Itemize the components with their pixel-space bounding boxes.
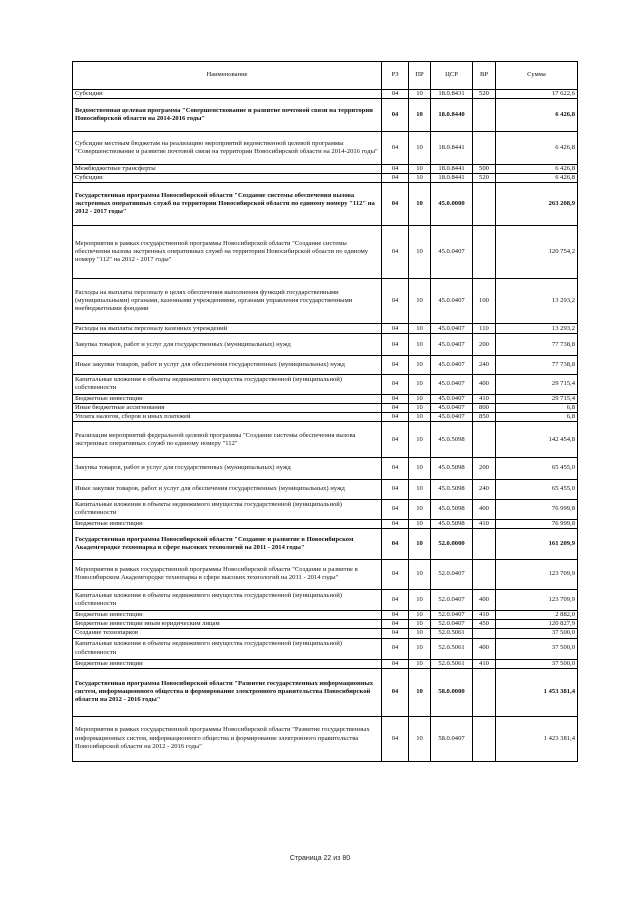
- cell-rz: 04: [382, 183, 409, 226]
- table-row: [73, 499, 578, 519]
- cell-csr: 45.0.0407: [431, 324, 473, 334]
- header-csr: ЦСР: [431, 62, 473, 90]
- cell-rz: 04: [382, 99, 409, 132]
- cell-csr: 45.0.0407: [431, 226, 473, 279]
- table-row: [73, 403, 578, 412]
- cell-sum: 6,8: [496, 403, 578, 412]
- cell-rz: 04: [382, 479, 409, 499]
- cell-name: Субсидии: [73, 173, 382, 182]
- cell-name: Государственная программа Новосибирской области "Создание и развитие в Новосибирском Академгородке технопарка в сфере высоких технологий на 2011 - 2014 годы": [73, 528, 382, 559]
- cell-csr: 45.0.0000: [431, 183, 473, 226]
- table-row: [73, 458, 578, 480]
- cell-name: Капитальные вложения в объекты недвижимого имущества государственной (муниципальной) собственности: [73, 374, 382, 394]
- cell-csr: 52.0.0000: [431, 528, 473, 559]
- cell-vr: 410: [473, 519, 496, 528]
- cell-csr: 58.0.0407: [431, 716, 473, 761]
- cell-rz: 04: [382, 279, 409, 324]
- cell-name: Закупка товаров, работ и услуг для государственных (муниципальных) нужд: [73, 334, 382, 356]
- cell-sum: 17 622,6: [496, 90, 578, 99]
- cell-vr: 200: [473, 458, 496, 480]
- cell-rz: 04: [382, 90, 409, 99]
- cell-csr: 18.0.8431: [431, 90, 473, 99]
- table-row: [73, 132, 578, 165]
- cell-sum: 77 738,8: [496, 334, 578, 356]
- table-row: [73, 559, 578, 589]
- table-row: [73, 183, 578, 226]
- cell-name: Мероприятия в рамках государственной программы Новосибирской области "Создание и развитие в Новосибирском Академгородке технопарка в сфере высоких технологий на 2011 - 2014 годы": [73, 559, 382, 589]
- cell-csr: 45.0.0407: [431, 394, 473, 403]
- cell-sum: 123 709,9: [496, 589, 578, 610]
- cell-vr: [473, 528, 496, 559]
- cell-rz: 04: [382, 499, 409, 519]
- cell-rz: 04: [382, 356, 409, 375]
- cell-vr: 410: [473, 659, 496, 668]
- header-pr: ПР: [409, 62, 431, 90]
- cell-sum: 6 426,8: [496, 132, 578, 165]
- cell-rz: 04: [382, 422, 409, 458]
- cell-vr: [473, 183, 496, 226]
- table-row: [73, 334, 578, 356]
- cell-name: Бюджетные инвестиции: [73, 519, 382, 528]
- cell-pr: 10: [409, 334, 431, 356]
- cell-sum: 123 709,9: [496, 559, 578, 589]
- cell-vr: 400: [473, 499, 496, 519]
- cell-name: Иные закупки товаров, работ и услуг для обеспечения государственных (муниципальных) нужд: [73, 479, 382, 499]
- cell-sum: 29 715,4: [496, 394, 578, 403]
- table-row: [73, 716, 578, 761]
- cell-rz: 04: [382, 173, 409, 182]
- cell-name: Межбюджетные трансферты: [73, 164, 382, 173]
- cell-sum: 37 500,0: [496, 659, 578, 668]
- table-row: [73, 324, 578, 334]
- cell-csr: 18.0.8441: [431, 132, 473, 165]
- cell-name: Субсидии местным бюджетам на реализацию мероприятий ведомственной целевой программы "Совершенствование и развитие почтовой связи на территории Новосибирской области на 2014-2016 годы": [73, 132, 382, 165]
- cell-csr: 45.0.0407: [431, 374, 473, 394]
- cell-pr: 10: [409, 132, 431, 165]
- cell-csr: 52.0.5061: [431, 629, 473, 638]
- cell-sum: 263 208,9: [496, 183, 578, 226]
- cell-pr: 10: [409, 226, 431, 279]
- table-body: [73, 90, 578, 762]
- cell-pr: 10: [409, 638, 431, 659]
- cell-vr: 800: [473, 403, 496, 412]
- cell-sum: 6 426,8: [496, 173, 578, 182]
- table-row: [73, 413, 578, 422]
- table-row: [73, 226, 578, 279]
- table-row: [73, 610, 578, 619]
- cell-pr: 10: [409, 413, 431, 422]
- cell-name: Бюджетные инвестиции иным юридическим лицам: [73, 620, 382, 629]
- cell-rz: 04: [382, 458, 409, 480]
- cell-pr: 10: [409, 629, 431, 638]
- cell-pr: 10: [409, 528, 431, 559]
- cell-pr: 10: [409, 659, 431, 668]
- cell-sum: 161 209,9: [496, 528, 578, 559]
- cell-pr: 10: [409, 374, 431, 394]
- cell-rz: 04: [382, 638, 409, 659]
- cell-rz: 04: [382, 324, 409, 334]
- cell-pr: 10: [409, 559, 431, 589]
- table-row: [73, 422, 578, 458]
- table-header-row: [73, 62, 578, 90]
- cell-csr: 52.0.0407: [431, 589, 473, 610]
- cell-rz: 04: [382, 559, 409, 589]
- cell-vr: [473, 422, 496, 458]
- cell-name: Бюджетные инвестиции: [73, 610, 382, 619]
- cell-csr: 52.0.0407: [431, 620, 473, 629]
- cell-sum: 120 827,9: [496, 620, 578, 629]
- cell-sum: 77 738,8: [496, 356, 578, 375]
- cell-sum: 1 453 381,4: [496, 668, 578, 716]
- cell-rz: 04: [382, 334, 409, 356]
- cell-pr: 10: [409, 164, 431, 173]
- cell-pr: 10: [409, 356, 431, 375]
- cell-vr: 400: [473, 374, 496, 394]
- cell-vr: 410: [473, 610, 496, 619]
- cell-csr: 18.0.8440: [431, 99, 473, 132]
- cell-name: Бюджетные инвестиции: [73, 394, 382, 403]
- cell-csr: 45.0.0407: [431, 413, 473, 422]
- cell-pr: 10: [409, 589, 431, 610]
- cell-csr: 52.0.0407: [431, 559, 473, 589]
- cell-rz: 04: [382, 374, 409, 394]
- cell-sum: 37 500,0: [496, 638, 578, 659]
- cell-vr: [473, 629, 496, 638]
- cell-rz: 04: [382, 629, 409, 638]
- cell-vr: 100: [473, 279, 496, 324]
- header-vr: ВР: [473, 62, 496, 90]
- cell-vr: 520: [473, 173, 496, 182]
- cell-name: Уплата налогов, сборов и иных платежей: [73, 413, 382, 422]
- cell-name: Капитальные вложения в объекты недвижимого имущества государственной (муниципальной) собственности: [73, 638, 382, 659]
- table-row: [73, 589, 578, 610]
- table-row: [73, 629, 578, 638]
- cell-pr: 10: [409, 403, 431, 412]
- table-row: [73, 519, 578, 528]
- table-row: [73, 394, 578, 403]
- cell-name: Расходы на выплаты персоналу казенных учреждений: [73, 324, 382, 334]
- cell-name: Бюджетные инвестиции: [73, 659, 382, 668]
- cell-vr: 400: [473, 638, 496, 659]
- cell-vr: [473, 716, 496, 761]
- cell-csr: 45.0.0407: [431, 279, 473, 324]
- cell-pr: 10: [409, 716, 431, 761]
- cell-rz: 04: [382, 659, 409, 668]
- cell-rz: 04: [382, 589, 409, 610]
- cell-name: Иные закупки товаров, работ и услуг для обеспечения государственных (муниципальных) нужд: [73, 356, 382, 375]
- cell-rz: 04: [382, 620, 409, 629]
- cell-csr: 58.0.0000: [431, 668, 473, 716]
- cell-vr: [473, 132, 496, 165]
- cell-pr: 10: [409, 499, 431, 519]
- cell-rz: 04: [382, 164, 409, 173]
- header-name: Наименование: [73, 62, 382, 90]
- cell-vr: 520: [473, 90, 496, 99]
- cell-rz: 04: [382, 668, 409, 716]
- cell-pr: 10: [409, 458, 431, 480]
- cell-pr: 10: [409, 183, 431, 226]
- cell-pr: 10: [409, 394, 431, 403]
- cell-name: Мероприятия в рамках государственной программы Новосибирской области "Развитие государственных информационных систем, информационного общества и формирование электронного правительства Новосибирской области на 2012 - 2016 годы": [73, 716, 382, 761]
- cell-vr: 110: [473, 324, 496, 334]
- cell-rz: 04: [382, 226, 409, 279]
- cell-vr: [473, 99, 496, 132]
- table-row: [73, 620, 578, 629]
- cell-sum: 6,8: [496, 413, 578, 422]
- cell-name: Мероприятия в рамках государственной программы Новосибирской области "Создание системы обеспечения вызова экстренных оперативных служб на территории Новосибирской области по единому номеру "112" на 2012 - 2017 годы": [73, 226, 382, 279]
- cell-rz: 04: [382, 610, 409, 619]
- cell-rz: 04: [382, 413, 409, 422]
- cell-sum: 13 293,2: [496, 279, 578, 324]
- cell-vr: 400: [473, 589, 496, 610]
- cell-csr: 45.0.0407: [431, 403, 473, 412]
- budget-table: [72, 61, 578, 762]
- table-row: [73, 659, 578, 668]
- cell-vr: 450: [473, 620, 496, 629]
- header-sum: Сумма: [496, 62, 578, 90]
- cell-pr: 10: [409, 279, 431, 324]
- table-row: [73, 528, 578, 559]
- table-row: [73, 356, 578, 375]
- cell-vr: 200: [473, 334, 496, 356]
- cell-rz: 04: [382, 132, 409, 165]
- cell-sum: 37 500,0: [496, 629, 578, 638]
- cell-vr: [473, 668, 496, 716]
- cell-name: Государственная программа Новосибирской области "Создание системы обеспечения вызова экстренных оперативных служб на территории Новосибирской области по единому номеру "112" на 2012 - 2017 годы": [73, 183, 382, 226]
- table-row: [73, 479, 578, 499]
- cell-csr: 45.0.0407: [431, 356, 473, 375]
- cell-rz: 04: [382, 519, 409, 528]
- cell-name: Создание технопарков: [73, 629, 382, 638]
- header-rz: РЗ: [382, 62, 409, 90]
- cell-pr: 10: [409, 90, 431, 99]
- cell-vr: 410: [473, 394, 496, 403]
- cell-pr: 10: [409, 324, 431, 334]
- cell-sum: 120 754,2: [496, 226, 578, 279]
- cell-pr: 10: [409, 610, 431, 619]
- cell-sum: 29 715,4: [496, 374, 578, 394]
- cell-sum: 13 293,2: [496, 324, 578, 334]
- table-row: [73, 279, 578, 324]
- cell-pr: 10: [409, 422, 431, 458]
- cell-name: Государственная программа Новосибирской области "Развитие государственных информационных систем, информационного общества и формирование электронного правительства Новосибирской области на 2012 - 2016 годы": [73, 668, 382, 716]
- cell-name: Капитальные вложения в объекты недвижимого имущества государственной (муниципальной) собственности: [73, 589, 382, 610]
- cell-csr: 52.0.5061: [431, 659, 473, 668]
- table-row: [73, 374, 578, 394]
- cell-rz: 04: [382, 716, 409, 761]
- cell-sum: 65 455,0: [496, 479, 578, 499]
- cell-csr: 45.0.0407: [431, 334, 473, 356]
- cell-sum: 2 882,0: [496, 610, 578, 619]
- cell-vr: [473, 226, 496, 279]
- cell-sum: 1 423 381,4: [496, 716, 578, 761]
- table-row: [73, 173, 578, 182]
- cell-vr: 850: [473, 413, 496, 422]
- cell-name: Ведомственная целевая программа "Совершенствование и развитие почтовой связи на территории Новосибирской области на 2014-2016 годы": [73, 99, 382, 132]
- table-row: [73, 99, 578, 132]
- cell-csr: 52.0.0407: [431, 610, 473, 619]
- cell-name: Субсидии: [73, 90, 382, 99]
- cell-pr: 10: [409, 668, 431, 716]
- cell-vr: 500: [473, 164, 496, 173]
- cell-name: Закупка товаров, работ и услуг для государственных (муниципальных) нужд: [73, 458, 382, 480]
- cell-sum: 6 426,8: [496, 99, 578, 132]
- cell-csr: 45.0.5098: [431, 479, 473, 499]
- cell-sum: 6 426,8: [496, 164, 578, 173]
- cell-csr: 18.0.8441: [431, 173, 473, 182]
- cell-pr: 10: [409, 479, 431, 499]
- cell-name: Иные бюджетные ассигнования: [73, 403, 382, 412]
- cell-csr: 45.0.5098: [431, 519, 473, 528]
- cell-rz: 04: [382, 403, 409, 412]
- cell-csr: 52.0.5061: [431, 638, 473, 659]
- table-row: [73, 90, 578, 99]
- cell-pr: 10: [409, 173, 431, 182]
- table-row: [73, 164, 578, 173]
- page-number: Страница 22 из 80: [289, 855, 351, 862]
- cell-pr: 10: [409, 519, 431, 528]
- cell-csr: 45.0.5098: [431, 499, 473, 519]
- cell-sum: 76 999,8: [496, 519, 578, 528]
- cell-sum: 65 455,0: [496, 458, 578, 480]
- cell-vr: 240: [473, 479, 496, 499]
- cell-vr: [473, 559, 496, 589]
- cell-csr: 45.0.5098: [431, 458, 473, 480]
- cell-sum: 76 999,8: [496, 499, 578, 519]
- cell-vr: 240: [473, 356, 496, 375]
- cell-csr: 45.0.5098: [431, 422, 473, 458]
- cell-name: Расходы на выплаты персоналу в целях обеспечения выполнения функций государственными (муниципальными) органами, казенными учреждениями, органами управления государственными внебюджетными фондами: [73, 279, 382, 324]
- cell-name: Капитальные вложения в объекты недвижимого имущества государственной (муниципальной) собственности: [73, 499, 382, 519]
- cell-name: Реализация мероприятий федеральной целевой программы "Создание системы обеспечения вызова экстренных оперативных служб по единому номеру "112": [73, 422, 382, 458]
- cell-rz: 04: [382, 528, 409, 559]
- table-row: [73, 668, 578, 716]
- table-row: [73, 638, 578, 659]
- cell-pr: 10: [409, 99, 431, 132]
- cell-csr: 18.0.8441: [431, 164, 473, 173]
- cell-rz: 04: [382, 394, 409, 403]
- cell-pr: 10: [409, 620, 431, 629]
- cell-sum: 142 454,8: [496, 422, 578, 458]
